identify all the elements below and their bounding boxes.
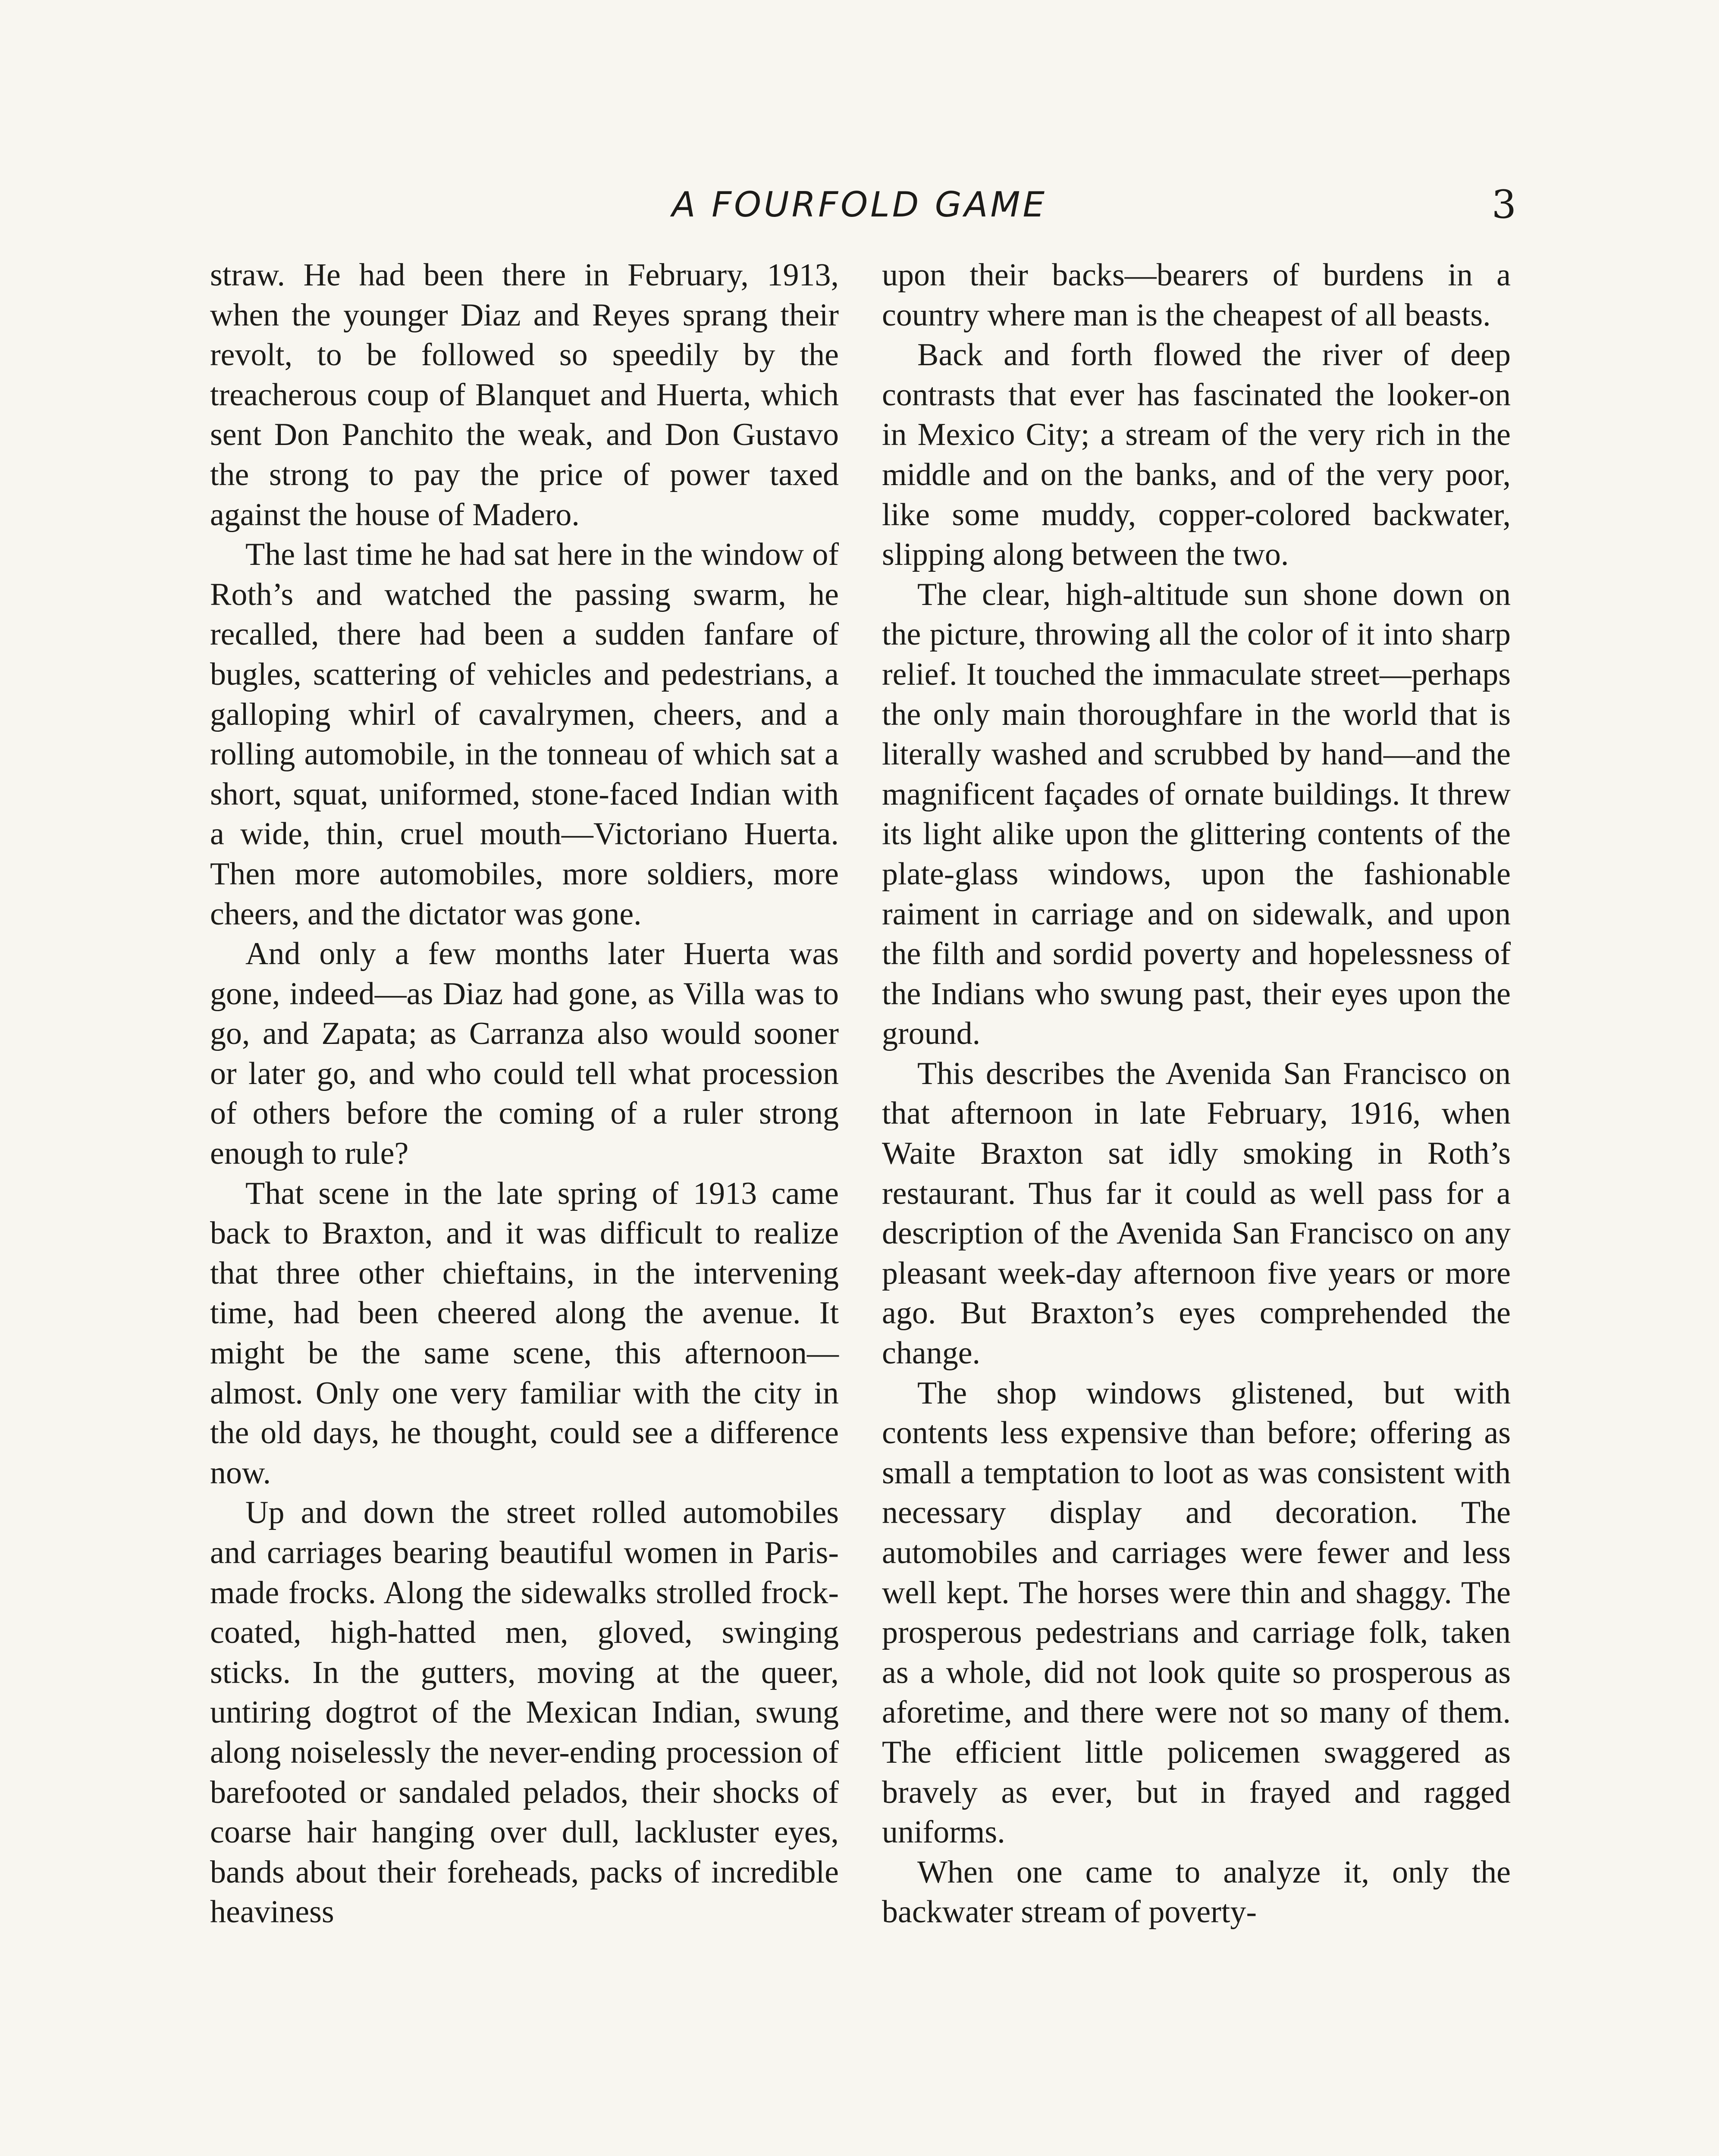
left-column <box>210 255 839 1932</box>
paragraph: The clear, high-altitude sun shone down on the picture, throwing all the color of it into sharp relief. It touched the immaculate street—perhaps the only main thoroughfare in the world that is literally washed and scrubbed by hand—and the magnificent façades of ornate buildings. It threw its light alike upon the glittering contents of the plate-glass windows, upon the fashionable raiment in carriage and on sidewalk, and upon the filth and sordid poverty and hopelessness of the Indians who swung past, their eyes upon the ground. <box>882 577 1511 1052</box>
paragraph: The last time he had sat here in the window of Roth’s and watched the passing swarm, he recalled, there had been a sudden fanfare of bugles, scattering of vehicles and pedestrians, a galloping whirl of cavalrymen, cheers, and a rolling automobile, in the tonneau of which sat a short, squat, uniformed, stone-faced Indian with a wide, thin, cruel mouth—Victoriano Huerta. Then more automobiles, more soldiers, more cheers, and the dictator was gone. <box>210 537 839 932</box>
paragraph: And only a few months later Huerta was gone, indeed—as Diaz had gone, as Villa was to go, and Zapata; as Carranza also would sooner or later go, and who could tell what procession of others before the coming of a ruler strong enough to rule? <box>210 936 839 1172</box>
paragraph: Up and down the street rolled automobiles and carriages bearing beautiful women in Paris-made frocks. Along the sidewalks strolled frock-coated, high-hatted men, gloved, swinging sticks. In the gutters, moving at the queer, untiring dogtrot of the Mexican Indian, swung along noiselessly the never-ending procession of barefooted or sandaled pelados, their shocks of coarse hair hanging over dull, lackluster eyes, bands about their foreheads, packs of incredible heaviness <box>210 1495 839 1930</box>
right-column <box>882 255 1511 1932</box>
running-header <box>0 181 1719 229</box>
running-title: A FOURFOLD GAME <box>671 185 1048 225</box>
paragraph: That scene in the late spring of 1913 came back to Braxton, and it was difficult to realize that three other chieftains, in the intervening time, had been cheered along the avenue. It might be the same scene, this afternoon—almost. Only one very familiar with the city in the old days, he thought, could see a difference now. <box>210 1175 839 1491</box>
paragraph: upon their backs—bearers of burdens in a country where man is the cheapest of all beasts. <box>882 257 1511 333</box>
paragraph: straw. He had been there in February, 1913, when the younger Diaz and Reyes sprang their revolt, to be followed so speedily by the treacherous coup of Blanquet and Huerta, which sent Don Panchito the weak, and Don Gustavo the strong to pay the price of power taxed against the house of Madero. <box>210 257 839 533</box>
paragraph: Back and forth flowed the river of deep contrasts that ever has fascinated the looker-on in Mexico City; a stream of the very rich in the middle and on the banks, and of the very poor, like some muddy, copper-colored backwater, slipping along between the two. <box>882 337 1511 573</box>
paragraph: When one came to analyze it, only the backwater stream of poverty- <box>882 1854 1511 1930</box>
paragraph: This describes the Avenida San Francisco on that afternoon in late February, 1916, when Waite Braxton sat idly smoking in Roth’s restaurant. Thus far it could as well pass for a description of the Avenida San Francisco on any pleasant week-day afternoon five years or more ago. But Braxton’s eyes comprehended the change. <box>882 1056 1511 1371</box>
paragraph: The shop windows glistened, but with contents less expensive than before; offering as small a temptation to loot as was consistent with necessary display and decoration. The automobiles and carriages were fewer and less well kept. The horses were thin and shaggy. The prosperous pedestrians and carriage folk, taken as a whole, did not look quite so prosperous as aforetime, and there were not so many of them. The efficient little policemen swaggered as bravely as ever, but in frayed and ragged uniforms. <box>882 1375 1511 1850</box>
page-number: 3 <box>1491 182 1516 227</box>
